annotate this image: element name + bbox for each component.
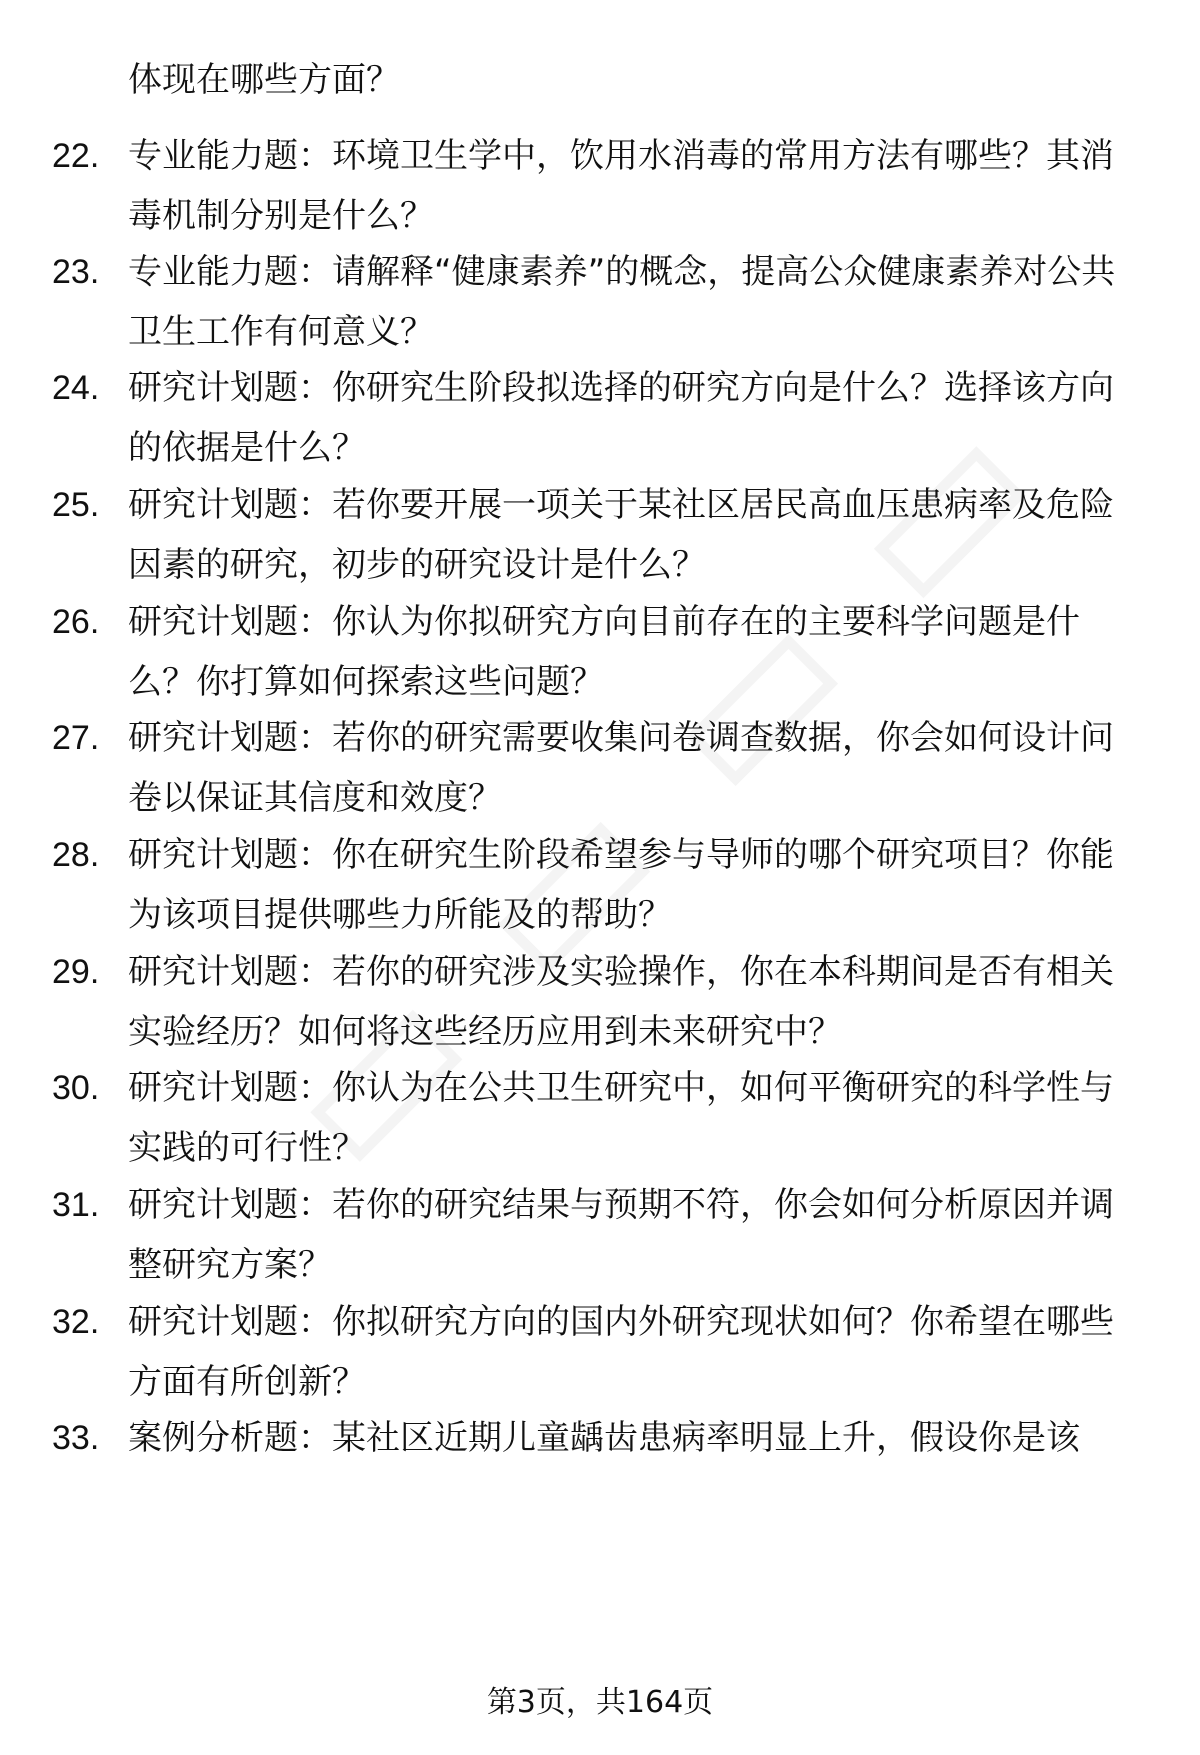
question-number: 27. xyxy=(52,719,100,757)
question-text: 研究计划题：你拟研究方向的国内外研究现状如何？你希望在哪些方面有所创新？ xyxy=(128,1302,1114,1402)
question-number: 28. xyxy=(52,836,100,874)
question-text: 研究计划题：你研究生阶段拟选择的研究方向是什么？选择该方向的依据是什么？ xyxy=(128,368,1114,468)
question-number: 32. xyxy=(52,1303,100,1341)
question-number: 25. xyxy=(52,486,100,524)
question-number: 23. xyxy=(52,253,100,291)
question-text: 研究计划题：若你的研究需要收集问卷调查数据，你会如何设计问卷以保证其信度和效度？ xyxy=(128,718,1114,818)
question-number: 30. xyxy=(52,1069,100,1107)
question-number: 33. xyxy=(52,1419,100,1457)
question-text: 研究计划题：若你的研究结果与预期不符，你会如何分析原因并调整研究方案？ xyxy=(128,1185,1114,1285)
continuation-text: 体现在哪些方面？ xyxy=(128,60,400,100)
question-text: 专业能力题：请解释“健康素养”的概念，提高公众健康素养对公共卫生工作有何意义？ xyxy=(128,252,1116,352)
question-text: 研究计划题：你在研究生阶段希望参与导师的哪个研究项目？你能为该项目提供哪些力所能及的帮助？ xyxy=(128,835,1114,935)
question-text: 研究计划题：若你要开展一项关于某社区居民高血压患病率及危险因素的研究，初步的研究设计是什么？ xyxy=(128,485,1114,585)
question-text: 研究计划题：若你的研究涉及实验操作，你在本科期间是否有相关实验经历？如何将这些经历应用到未来研究中？ xyxy=(128,952,1114,1052)
question-text: 研究计划题：你认为你拟研究方向目前存在的主要科学问题是什么？你打算如何探索这些问题？ xyxy=(128,602,1080,702)
page-footer: 第3页，共164页 xyxy=(486,1685,714,1720)
question-text: 研究计划题：你认为在公共卫生研究中，如何平衡研究的科学性与实践的可行性？ xyxy=(128,1068,1114,1168)
question-number: 29. xyxy=(52,953,100,991)
question-number: 31. xyxy=(52,1186,100,1224)
question-number: 26. xyxy=(52,603,100,641)
question-text: 案例分析题：某社区近期儿童龋齿患病率明显上升，假设你是该 xyxy=(128,1418,1080,1458)
question-text: 专业能力题：环境卫生学中，饮用水消毒的常用方法有哪些？其消毒机制分别是什么？ xyxy=(128,136,1114,236)
question-number: 22. xyxy=(52,137,100,175)
question-number: 24. xyxy=(52,369,100,407)
